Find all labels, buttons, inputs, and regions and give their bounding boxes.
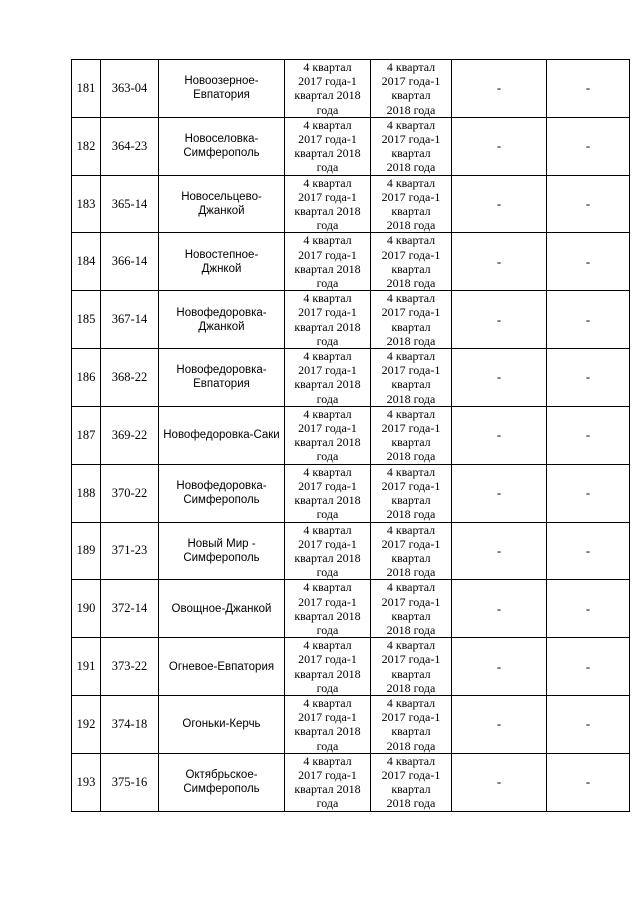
route-name-cell bbox=[159, 695, 285, 753]
period-line: года bbox=[316, 102, 339, 117]
period-cell-2 bbox=[371, 291, 452, 349]
route-name-line: Джанкой bbox=[198, 320, 245, 333]
route-name-line: Октябрьское- bbox=[185, 769, 258, 782]
period-cell-1 bbox=[285, 175, 371, 233]
period-line: 4 квартал bbox=[303, 753, 352, 768]
period-cell-2 bbox=[371, 753, 452, 811]
period-line: 2017 года-1 bbox=[381, 363, 441, 378]
period-line: квартал 2018 bbox=[294, 782, 361, 797]
route-code-cell: 365-14 bbox=[101, 175, 159, 233]
route-name-cell bbox=[159, 522, 285, 580]
period-line: квартал bbox=[391, 261, 431, 276]
period-line: квартал bbox=[391, 88, 431, 103]
route-name-line: Симферополь bbox=[183, 783, 260, 796]
period-line: 4 квартал bbox=[386, 522, 436, 537]
period-cell-2 bbox=[371, 117, 452, 175]
period-line: 2017 года-1 bbox=[298, 421, 357, 436]
row-number-cell: 183 bbox=[72, 175, 101, 233]
table-row bbox=[72, 233, 630, 291]
route-name-line: Симферополь bbox=[183, 147, 260, 160]
route-name-line: Джнкой bbox=[201, 262, 242, 275]
value-cell-6: - bbox=[452, 60, 547, 118]
period-cell-1 bbox=[285, 695, 371, 753]
route-name-line: Новофедоровка- bbox=[176, 306, 267, 319]
period-line: квартал bbox=[391, 724, 431, 739]
value-cell-7: - bbox=[547, 233, 630, 291]
period-line: года bbox=[316, 160, 339, 175]
period-line: года bbox=[316, 796, 339, 811]
value-cell-6: - bbox=[452, 349, 547, 407]
value-cell-6: - bbox=[452, 233, 547, 291]
period-line: года bbox=[316, 333, 339, 348]
row-number-cell: 189 bbox=[72, 522, 101, 580]
value-cell-6: - bbox=[452, 291, 547, 349]
value-cell-7: - bbox=[547, 291, 630, 349]
value-cell-6: - bbox=[452, 464, 547, 522]
period-line: 2017 года-1 bbox=[381, 421, 441, 436]
period-line: года bbox=[316, 680, 339, 695]
route-code-cell: 364-23 bbox=[101, 117, 159, 175]
period-line: 4 квартал bbox=[303, 522, 352, 537]
period-line: 2017 года-1 bbox=[298, 132, 357, 147]
row-number-cell: 188 bbox=[72, 464, 101, 522]
period-line: 2017 года-1 bbox=[381, 305, 441, 320]
period-line: квартал 2018 bbox=[294, 608, 361, 623]
route-name-line: Евпатория bbox=[193, 378, 250, 391]
period-line: 2018 года bbox=[386, 622, 436, 637]
value-cell-7: - bbox=[547, 175, 630, 233]
period-line: 2017 года-1 bbox=[381, 247, 441, 262]
period-line: квартал bbox=[391, 319, 431, 334]
route-name-cell bbox=[159, 753, 285, 811]
route-name-line: Симферополь bbox=[183, 551, 260, 564]
period-line: года bbox=[316, 449, 339, 464]
period-line: квартал bbox=[391, 666, 431, 681]
route-name-line: Огневое-Евпатория bbox=[168, 660, 275, 673]
row-number-cell: 184 bbox=[72, 233, 101, 291]
route-code-cell: 374-18 bbox=[101, 695, 159, 753]
route-name-line: Новосельцево- bbox=[181, 191, 262, 204]
route-code-cell: 375-16 bbox=[101, 753, 159, 811]
row-number-cell: 186 bbox=[72, 349, 101, 407]
period-line: квартал 2018 bbox=[294, 88, 361, 103]
period-line: квартал bbox=[391, 435, 431, 450]
period-line: квартал bbox=[391, 204, 431, 219]
value-cell-7: - bbox=[547, 464, 630, 522]
period-line: 2017 года-1 bbox=[298, 363, 357, 378]
period-line: квартал bbox=[391, 608, 431, 623]
period-line: квартал 2018 bbox=[294, 724, 361, 739]
value-cell-6: - bbox=[452, 695, 547, 753]
period-line: 2017 года-1 bbox=[381, 652, 441, 667]
period-line: 4 квартал bbox=[303, 117, 352, 132]
period-line: 2017 года-1 bbox=[381, 536, 441, 551]
period-line: 4 квартал bbox=[386, 60, 436, 74]
period-line: года bbox=[316, 276, 339, 291]
row-number-cell: 192 bbox=[72, 695, 101, 753]
route-schedule-table bbox=[71, 59, 630, 812]
period-line: 4 квартал bbox=[303, 175, 352, 190]
period-line: 2017 года-1 bbox=[298, 710, 357, 725]
row-number-cell: 185 bbox=[72, 291, 101, 349]
route-code-cell: 369-22 bbox=[101, 406, 159, 464]
route-name-line: Новофедоровка-Саки bbox=[163, 429, 280, 442]
period-line: 2018 года bbox=[386, 449, 436, 464]
table-body bbox=[72, 60, 630, 812]
period-line: квартал 2018 bbox=[294, 493, 361, 508]
period-line: 4 квартал bbox=[303, 291, 352, 306]
value-cell-7: - bbox=[547, 117, 630, 175]
route-name-cell bbox=[159, 349, 285, 407]
period-line: 2017 года-1 bbox=[298, 305, 357, 320]
row-number-cell: 193 bbox=[72, 753, 101, 811]
table-row bbox=[72, 580, 630, 638]
period-line: 4 квартал bbox=[303, 695, 352, 710]
period-line: квартал 2018 bbox=[294, 204, 361, 219]
period-line: 2018 года bbox=[386, 333, 436, 348]
value-cell-6: - bbox=[452, 406, 547, 464]
period-line: 2018 года bbox=[386, 102, 436, 117]
period-line: 2017 года-1 bbox=[298, 652, 357, 667]
route-code-cell: 368-22 bbox=[101, 349, 159, 407]
period-line: 4 квартал bbox=[303, 638, 352, 653]
row-number-cell: 191 bbox=[72, 638, 101, 696]
period-line: квартал bbox=[391, 146, 431, 161]
value-cell-6: - bbox=[452, 753, 547, 811]
period-line: 4 квартал bbox=[386, 695, 436, 710]
period-line: 2018 года bbox=[386, 391, 436, 406]
value-cell-7: - bbox=[547, 753, 630, 811]
table-row bbox=[72, 522, 630, 580]
period-line: 4 квартал bbox=[303, 464, 352, 479]
table-row bbox=[72, 695, 630, 753]
route-name-line: Новофедоровка- bbox=[176, 364, 267, 377]
row-number-cell: 190 bbox=[72, 580, 101, 638]
period-cell-1 bbox=[285, 117, 371, 175]
table-row bbox=[72, 60, 630, 118]
period-line: 4 квартал bbox=[386, 406, 436, 421]
period-line: 4 квартал bbox=[303, 60, 352, 74]
route-code-cell: 363-04 bbox=[101, 60, 159, 118]
period-line: квартал 2018 bbox=[294, 550, 361, 565]
value-cell-7: - bbox=[547, 60, 630, 118]
period-line: 2018 года bbox=[386, 565, 436, 580]
period-cell-1 bbox=[285, 580, 371, 638]
period-cell-2 bbox=[371, 464, 452, 522]
route-code-cell: 373-22 bbox=[101, 638, 159, 696]
route-name-cell bbox=[159, 233, 285, 291]
route-code-cell: 367-14 bbox=[101, 291, 159, 349]
period-line: 4 квартал bbox=[303, 580, 352, 595]
route-name-line: Новостепное- bbox=[184, 248, 259, 261]
period-cell-1 bbox=[285, 406, 371, 464]
period-line: 4 квартал bbox=[386, 349, 436, 364]
period-line: 2017 года-1 bbox=[381, 132, 441, 147]
period-cell-1 bbox=[285, 233, 371, 291]
table-row bbox=[72, 117, 630, 175]
period-line: 2017 года-1 bbox=[381, 478, 441, 493]
value-cell-7: - bbox=[547, 522, 630, 580]
route-name-line: Новоозерное- bbox=[184, 75, 259, 88]
period-cell-2 bbox=[371, 349, 452, 407]
period-line: 2018 года bbox=[386, 276, 436, 291]
period-line: 2017 года-1 bbox=[298, 74, 357, 89]
table-row bbox=[72, 406, 630, 464]
route-name-cell bbox=[159, 406, 285, 464]
table-row bbox=[72, 175, 630, 233]
period-line: 2017 года-1 bbox=[298, 594, 357, 609]
period-line: квартал 2018 bbox=[294, 146, 361, 161]
route-name-line: Новый Мир - bbox=[187, 537, 256, 550]
period-line: 4 квартал bbox=[386, 464, 436, 479]
table-row bbox=[72, 753, 630, 811]
value-cell-7: - bbox=[547, 406, 630, 464]
period-line: 2018 года bbox=[386, 160, 436, 175]
period-line: 4 квартал bbox=[303, 406, 352, 421]
route-name-cell bbox=[159, 117, 285, 175]
period-line: квартал 2018 bbox=[294, 377, 361, 392]
row-number-cell: 182 bbox=[72, 117, 101, 175]
period-line: 4 квартал bbox=[386, 753, 436, 768]
period-line: 2017 года-1 bbox=[298, 767, 357, 782]
period-line: квартал bbox=[391, 782, 431, 797]
route-code-cell: 370-22 bbox=[101, 464, 159, 522]
period-line: 2017 года-1 bbox=[298, 478, 357, 493]
route-name-line: Евпатория bbox=[193, 89, 250, 102]
route-name-cell bbox=[159, 60, 285, 118]
period-line: 2018 года bbox=[386, 680, 436, 695]
route-code-cell: 372-14 bbox=[101, 580, 159, 638]
period-line: квартал 2018 bbox=[294, 666, 361, 681]
period-cell-1 bbox=[285, 291, 371, 349]
route-name-line: Симферополь bbox=[183, 494, 260, 507]
period-line: квартал 2018 bbox=[294, 261, 361, 276]
period-cell-1 bbox=[285, 638, 371, 696]
value-cell-6: - bbox=[452, 580, 547, 638]
period-line: года bbox=[316, 218, 339, 233]
period-cell-2 bbox=[371, 638, 452, 696]
value-cell-6: - bbox=[452, 522, 547, 580]
period-cell-1 bbox=[285, 464, 371, 522]
route-code-cell: 371-23 bbox=[101, 522, 159, 580]
period-line: года bbox=[316, 391, 339, 406]
period-line: 2017 года-1 bbox=[298, 189, 357, 204]
period-cell-2 bbox=[371, 233, 452, 291]
period-cell-1 bbox=[285, 349, 371, 407]
period-line: года bbox=[316, 738, 339, 753]
route-name-cell bbox=[159, 291, 285, 349]
period-line: года bbox=[316, 622, 339, 637]
table-row bbox=[72, 638, 630, 696]
route-name-line: Огоньки-Керчь bbox=[182, 718, 261, 731]
period-line: 2017 года-1 bbox=[298, 536, 357, 551]
period-line: 4 квартал bbox=[303, 233, 352, 248]
table-row bbox=[72, 464, 630, 522]
period-line: 4 квартал bbox=[386, 117, 436, 132]
period-line: 4 квартал bbox=[303, 349, 352, 364]
route-name-line: Овощное-Джанкой bbox=[171, 602, 272, 615]
period-line: года bbox=[316, 565, 339, 580]
route-name-cell bbox=[159, 638, 285, 696]
period-line: 2018 года bbox=[386, 796, 436, 811]
period-line: 4 квартал bbox=[386, 638, 436, 653]
value-cell-7: - bbox=[547, 349, 630, 407]
period-line: 4 квартал bbox=[386, 291, 436, 306]
row-number-cell: 187 bbox=[72, 406, 101, 464]
period-line: квартал 2018 bbox=[294, 319, 361, 334]
period-line: квартал 2018 bbox=[294, 435, 361, 450]
period-line: 2017 года-1 bbox=[381, 767, 441, 782]
period-line: квартал bbox=[391, 377, 431, 392]
route-code-cell: 366-14 bbox=[101, 233, 159, 291]
value-cell-6: - bbox=[452, 117, 547, 175]
row-number-cell: 181 bbox=[72, 60, 101, 118]
period-line: 2017 года-1 bbox=[381, 189, 441, 204]
period-line: 4 квартал bbox=[386, 580, 436, 595]
period-line: года bbox=[316, 507, 339, 522]
period-cell-1 bbox=[285, 60, 371, 118]
table-row bbox=[72, 291, 630, 349]
period-line: 2018 года bbox=[386, 507, 436, 522]
route-name-cell bbox=[159, 580, 285, 638]
table-row bbox=[72, 349, 630, 407]
period-line: 2017 года-1 bbox=[381, 594, 441, 609]
period-line: квартал bbox=[391, 550, 431, 565]
route-name-line: Джанкой bbox=[198, 205, 245, 218]
period-line: квартал bbox=[391, 493, 431, 508]
period-cell-2 bbox=[371, 406, 452, 464]
route-name-cell bbox=[159, 175, 285, 233]
value-cell-7: - bbox=[547, 580, 630, 638]
value-cell-7: - bbox=[547, 638, 630, 696]
period-line: 2017 года-1 bbox=[298, 247, 357, 262]
period-cell-1 bbox=[285, 753, 371, 811]
period-cell-2 bbox=[371, 695, 452, 753]
value-cell-7: - bbox=[547, 695, 630, 753]
period-line: 2018 года bbox=[386, 218, 436, 233]
value-cell-6: - bbox=[452, 175, 547, 233]
period-line: 2017 года-1 bbox=[381, 710, 441, 725]
period-line: 4 квартал bbox=[386, 175, 436, 190]
route-name-cell bbox=[159, 464, 285, 522]
period-cell-1 bbox=[285, 522, 371, 580]
period-line: 4 квартал bbox=[386, 233, 436, 248]
period-cell-2 bbox=[371, 580, 452, 638]
route-name-line: Новофедоровка- bbox=[176, 480, 267, 493]
route-name-line: Новоселовка- bbox=[184, 133, 259, 146]
period-cell-2 bbox=[371, 522, 452, 580]
period-cell-2 bbox=[371, 60, 452, 118]
period-line: 2018 года bbox=[386, 738, 436, 753]
value-cell-6: - bbox=[452, 638, 547, 696]
period-line: 2017 года-1 bbox=[381, 74, 441, 89]
period-cell-2 bbox=[371, 175, 452, 233]
